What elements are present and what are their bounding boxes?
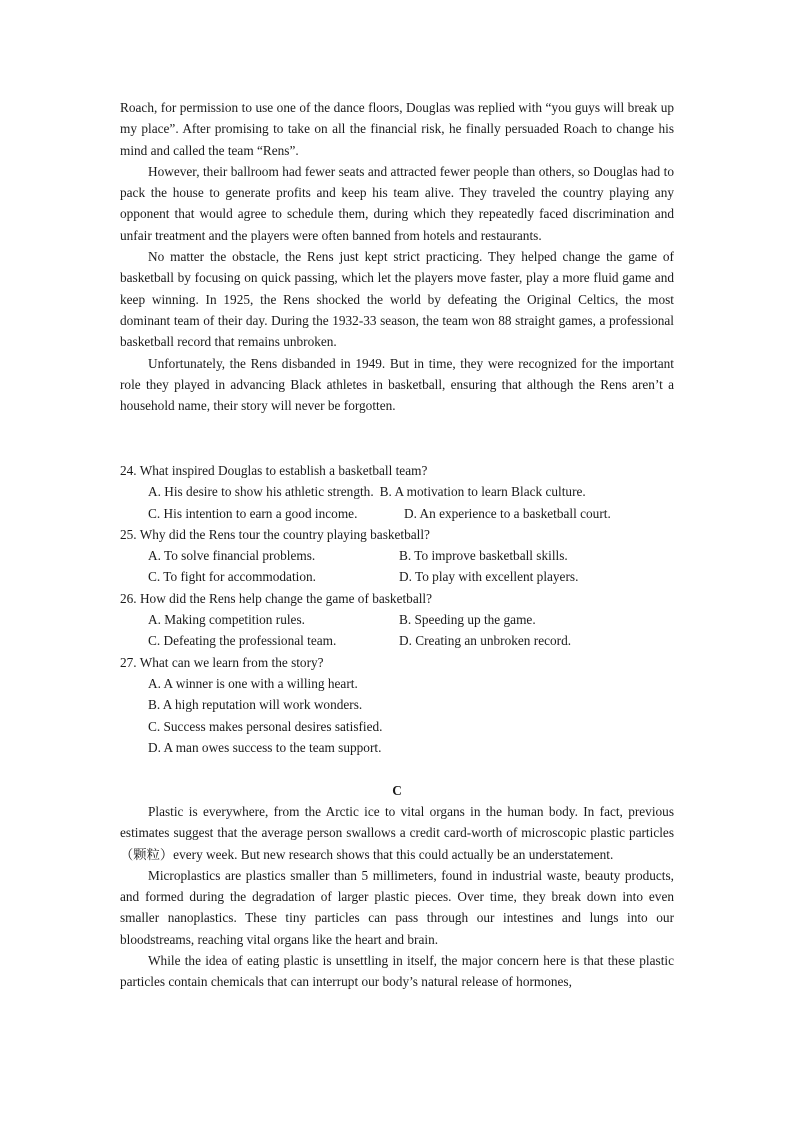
- option-c: C. To fight for accommodation.: [148, 569, 316, 585]
- option-a: A. Making competition rules.: [148, 612, 305, 628]
- option-b: B. A high reputation will work wonders.: [148, 697, 363, 713]
- question-stem: 26. How did the Rens help change the game of basketball?: [120, 590, 433, 606]
- options-row: [148, 503, 680, 524]
- question-stem: 24. What inspired Douglas to establish a basketball team?: [120, 463, 428, 478]
- question-26: [120, 588, 680, 652]
- passage-b: [120, 97, 674, 416]
- passage-b-paragraph-4: Unfortunately, the Rens disbanded in 1949. But in time, they were recognized for the important role they played in advancing Black athletes in basketball, ensuring that although the Rens aren’t a household name, their story will never be forgotten.: [120, 355, 674, 414]
- option-b: B. Speeding up the game.: [399, 612, 536, 628]
- option-b: B. To improve basketball skills.: [399, 548, 568, 564]
- options-row: [148, 566, 680, 587]
- passage-b-paragraph-2: However, their ballroom had fewer seats and attracted fewer people than others, so Douglas had to pack the house to generate profits and keep his team alive. They traveled the country playing any opponent that would agree to schedule them, during which they repeatedly faced discrimination and unfair treatment and the players were often banned from hotels and restaurants.: [120, 163, 674, 243]
- option-a: A. A winner is one with a willing heart.: [148, 675, 358, 691]
- option-d: D. A man owes success to the team support.: [148, 739, 382, 755]
- options-row: [148, 481, 680, 502]
- options-row: [148, 609, 680, 630]
- option-d: D. Creating an unbroken record.: [399, 633, 572, 649]
- option-a: A. To solve financial problems.: [148, 548, 316, 564]
- passage-c-paragraph-1: Plastic is everywhere, from the Arctic ice to vital organs in the human body. In fact, previous estimates suggest that the average person swallows a credit card-worth of microscopic plastic particles（颗粒）every week. But new research shows that this could actually be an understatement.: [120, 804, 674, 862]
- passage-b-paragraph-3: No matter the obstacle, the Rens just kept strict practicing. They helped change the game of basketball by focusing on quick passing, which let the players move faster, play a more fluid game and keep winning. In 1925, the Rens shocked the world by defeating the Original Celtics, the most dominant team of their day. During the 1932-33 season, the team won 88 straight games, a professional basketball record that remains unbroken.: [120, 249, 674, 350]
- question-list: [120, 460, 680, 758]
- question-options: [120, 481, 680, 524]
- option-a: A. His desire to show his athletic strength.: [148, 484, 374, 500]
- option-d: D. An experience to a basketball court.: [404, 505, 611, 521]
- passage-c-paragraph-3: While the idea of eating plastic is unsettling in itself, the major concern here is that these plastic particles contain chemicals that can interrupt our body’s natural release of hormones,: [120, 953, 674, 990]
- option-c: C. Success makes personal desires satisfied.: [148, 718, 383, 734]
- options-row: [148, 545, 680, 566]
- passage-c-paragraph-2: Microplastics are plastics smaller than 5 millimeters, found in industrial waste, beauty products, and formed during the degradation of larger plastic pieces. Over time, they break down into even smaller nanoplastics. These tiny particles can pass through our intestines and lungs into our bloodstreams, reaching vital organs like the heart and brain.: [120, 867, 674, 947]
- question-27: [120, 652, 680, 758]
- option-b: B. A motivation to learn Black culture.: [379, 484, 586, 500]
- option-c: C. Defeating the professional team.: [148, 633, 337, 649]
- question-options: [120, 545, 680, 588]
- question-stem: 25. Why did the Rens tour the country playing basketball?: [120, 526, 430, 542]
- question-24: [120, 460, 680, 524]
- passage-c: [120, 801, 674, 993]
- passage-b-paragraph-1: Roach, for permission to use one of the dance floors, Douglas was replied with “you guys will break up my place”. After promising to take on all the financial risk, he finally persuaded Roach to change his mind and called the team “Rens”.: [120, 100, 674, 158]
- question-options: [120, 673, 680, 758]
- option-d: D. To play with excellent players.: [399, 569, 579, 585]
- section-c-heading: C: [392, 783, 402, 798]
- option-c: C. His intention to earn a good income.: [148, 505, 358, 521]
- question-options: [120, 609, 680, 652]
- question-stem: 27. What can we learn from the story?: [120, 654, 324, 670]
- question-25: [120, 524, 680, 588]
- options-row: [148, 630, 680, 651]
